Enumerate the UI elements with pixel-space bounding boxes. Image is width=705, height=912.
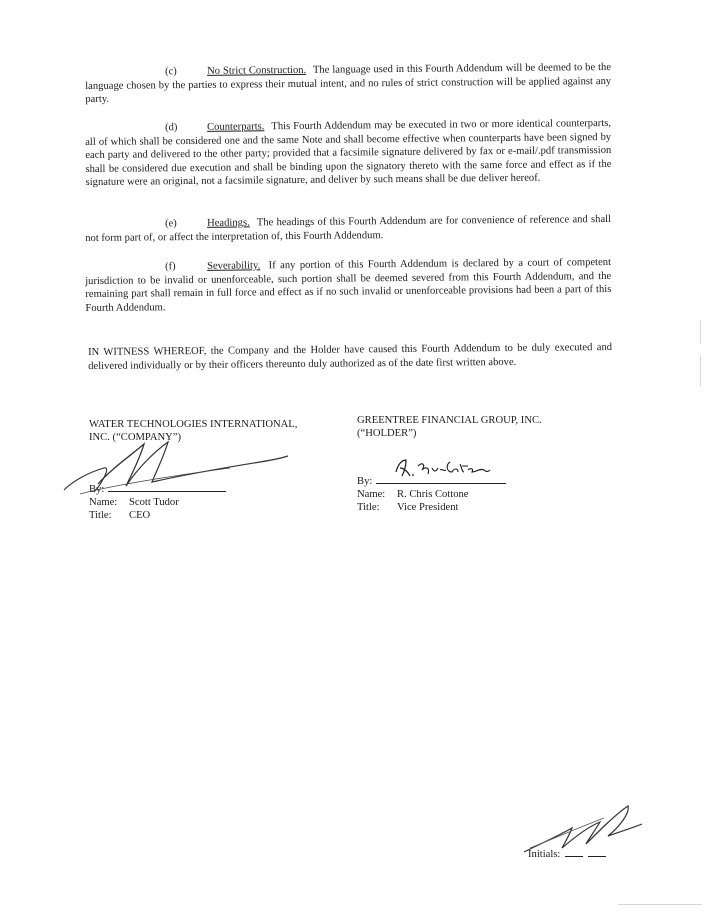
holder-name-line2: (“HOLDER”) — [357, 428, 417, 439]
holder-name-line1: GREENTREE FINANCIAL GROUP, INC. — [357, 415, 542, 426]
paragraph-heading: Severability. — [207, 260, 261, 272]
company-name-label: Name: — [89, 497, 118, 508]
paragraph-number: (c) — [165, 66, 177, 78]
initials-blank-1 — [565, 847, 583, 857]
initials-field — [528, 847, 606, 860]
paragraph-text: This Fourth Addendum may be executed in two or more identical counterparts, all of which shall be considered one and the same Note and shall become effective when counterparts have been signed by each party and delivered to the other party; provided that a facsimile signature delivered by fax or e-mail/.pdf transmission shall be considered due execution and shall be binding upon the signatory thereto with the same force and effect as if the signature were an original, not a facsimile signature, and deliver by such means shall be due deliver hereof. — [85, 117, 612, 189]
company-signer-title: CEO — [129, 510, 151, 521]
holder-name-label: Name: — [357, 489, 386, 500]
company-title-row — [89, 509, 297, 522]
paragraph-heading: Headings. — [207, 217, 250, 229]
holder-title-label: Title: — [357, 502, 380, 513]
paragraph-number: (d) — [165, 122, 178, 134]
holder-signer-title: Vice President — [397, 502, 459, 513]
paragraph-no-strict-construction — [85, 61, 611, 107]
holder-by-label: By: — [357, 476, 373, 487]
paragraph-heading: No Strict Construction. — [207, 64, 307, 77]
paragraph-number: (e) — [165, 218, 177, 230]
scan-edge-mark — [700, 356, 701, 386]
holder-name-row — [357, 488, 542, 501]
company-signature-image — [60, 438, 290, 500]
scan-edge-mark — [618, 904, 702, 905]
paragraph-text: The language used in this Fourth Addendum will be deemed to be the language chosen by the parties to express their mutual intent, and no rules of strict construction will be applied against any party. — [85, 61, 612, 106]
company-title-label: Title: — [89, 510, 112, 521]
scan-edge-mark — [700, 320, 701, 344]
company-signer-name: Scott Tudor — [129, 497, 179, 508]
witness-clause: IN WITNESS WHEREOF, the Company and the Holder have caused this Fourth Addendum to be duly executed and delivered individually or by their officers thereunto duly authorized as of the date first written above. — [88, 341, 613, 372]
initials-blank-2 — [588, 847, 606, 857]
paragraph-heading: Counterparts. — [207, 121, 265, 133]
paragraph-headings — [85, 213, 611, 245]
holder-title-row — [357, 501, 542, 514]
company-name-line1: WATER TECHNOLOGIES INTERNATIONAL, — [89, 419, 298, 430]
company-by-label: By: — [89, 484, 105, 495]
holder-signature-image — [392, 456, 492, 482]
initials-label: Initials: — [528, 849, 561, 860]
paragraph-counterparts — [85, 117, 612, 190]
paragraph-number: (f) — [165, 261, 176, 273]
holder-signer-name: R. Chris Cottone — [397, 489, 469, 500]
paragraph-severability — [85, 256, 611, 315]
paragraph-text: The headings of this Fourth Addendum are for convenience of reference and shall not form part of, or affect the interpretation of, this Fourth Addendum. — [85, 213, 612, 244]
company-name-line2: INC. (“COMPANY”) — [89, 432, 182, 443]
paragraph-text: If any portion of this Fourth Addendum is declared by a court of competent jurisdiction to be invalid or unenforceable, such portion shall be deemed severed from this Fourth Addendum, and the remaining part shall remain in full force and effect as if no such invalid or unenforceable provisions had been a part of this Fourth Addendum. — [85, 256, 612, 314]
